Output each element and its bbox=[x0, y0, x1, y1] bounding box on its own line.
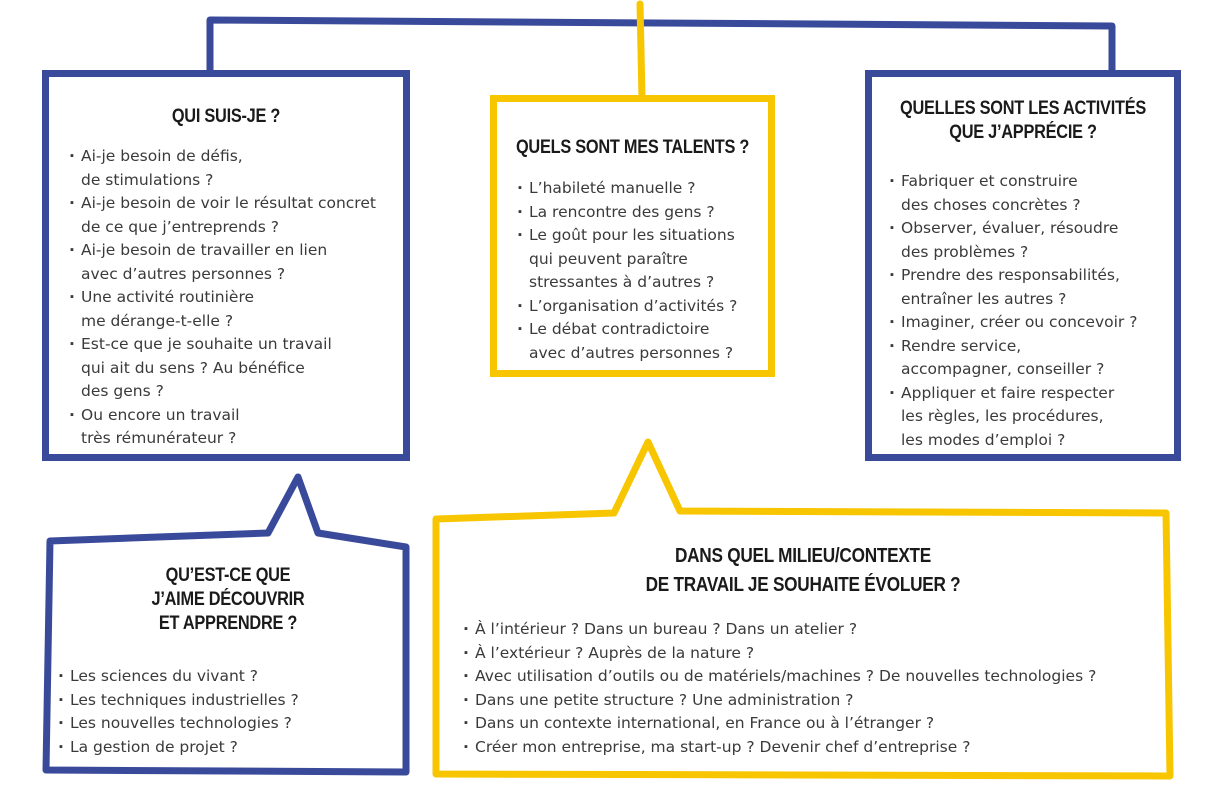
milieu-item: · Dans un contexte international, en France ou à l’étranger ? bbox=[463, 712, 1153, 736]
qui-item: · Est-ce que je souhaite un travail qui ait du sens ? Au bénéfice des gens ? bbox=[69, 333, 399, 404]
talents-list bbox=[517, 177, 772, 365]
decouvrir-title-line2: J’AIME DÉCOUVRIR bbox=[151, 589, 305, 610]
decouvrir-title-line3: ET APPRENDRE ? bbox=[158, 613, 298, 634]
milieu-item: · À l’extérieur ? Auprès de la nature ? bbox=[463, 642, 1153, 666]
qui-suis-je-list bbox=[69, 145, 399, 451]
milieu-item: · À l’intérieur ? Dans un bureau ? Dans un atelier ? bbox=[463, 618, 1153, 642]
talents-item: · La rencontre des gens ? bbox=[517, 201, 772, 225]
milieu-title-line1: DANS QUEL MILIEU/CONTEXTE bbox=[674, 545, 932, 567]
decouvrir-title bbox=[52, 564, 404, 636]
milieu-list bbox=[463, 618, 1153, 759]
decouvrir-item: · La gestion de projet ? bbox=[58, 736, 388, 760]
talents-item: · L’habileté manuelle ? bbox=[517, 177, 772, 201]
activites-item: · Rendre service, accompagner, conseiller ? bbox=[889, 335, 1174, 382]
qui-item: · Ou encore un travail très rémunérateur ? bbox=[69, 404, 399, 451]
activites-item: · Fabriquer et construire des choses concrètes ? bbox=[889, 170, 1174, 217]
activites-box bbox=[865, 70, 1181, 461]
talents-item: · Le débat contradictoire avec d’autres personnes ? bbox=[517, 318, 772, 365]
talents-item: · Le goût pour les situations qui peuvent paraître stressantes à d’autres ? bbox=[517, 224, 772, 295]
qui-item: · Ai-je besoin de voir le résultat concret de ce que j’entreprends ? bbox=[69, 192, 399, 239]
milieu-box bbox=[445, 525, 1161, 769]
talents-title: QUELS SONT MES TALENTS ? bbox=[515, 137, 750, 158]
milieu-item: · Avec utilisation d’outils ou de matériels/machines ? De nouvelles technologies ? bbox=[463, 665, 1153, 689]
milieu-title bbox=[445, 542, 1161, 600]
blue-connector-line bbox=[210, 20, 1112, 76]
activites-list bbox=[889, 170, 1174, 452]
milieu-item: · Créer mon entreprise, ma start-up ? Devenir chef d’entreprise ? bbox=[463, 736, 1153, 760]
talents-item: · L’organisation d’activités ? bbox=[517, 295, 772, 319]
qui-item: · Ai-je besoin de défis, de stimulations ? bbox=[69, 145, 399, 192]
milieu-item: · Dans une petite structure ? Une administration ? bbox=[463, 689, 1153, 713]
activites-item: · Imaginer, créer ou concevoir ? bbox=[889, 311, 1174, 335]
decouvrir-box bbox=[52, 548, 404, 770]
decouvrir-list bbox=[58, 665, 388, 759]
talents-box bbox=[490, 95, 775, 377]
qui-suis-je-box bbox=[42, 70, 410, 461]
activites-title-line1: QUELLES SONT LES ACTIVITÉS bbox=[900, 98, 1146, 119]
activites-item: · Observer, évaluer, résoudre des problèmes ? bbox=[889, 217, 1174, 264]
activites-title-line2: QUE J’APPRÉCIE ? bbox=[949, 122, 1097, 143]
qui-item: · Une activité routinière me dérange-t-elle ? bbox=[69, 286, 399, 333]
decouvrir-title-line1: QU’EST-CE QUE bbox=[165, 565, 291, 586]
yellow-connector-line bbox=[640, 4, 642, 98]
activites-title bbox=[872, 97, 1174, 145]
activites-item: · Appliquer et faire respecter les règles, les procédures, les modes d’emploi ? bbox=[889, 382, 1174, 453]
qui-suis-je-title: QUI SUIS-JE ? bbox=[171, 106, 281, 127]
decouvrir-item: · Les techniques industrielles ? bbox=[58, 689, 388, 713]
qui-item: · Ai-je besoin de travailler en lien avec d’autres personnes ? bbox=[69, 239, 399, 286]
milieu-title-line2: DE TRAVAIL JE SOUHAITE ÉVOLUER ? bbox=[645, 574, 961, 596]
decouvrir-item: · Les sciences du vivant ? bbox=[58, 665, 388, 689]
decouvrir-item: · Les nouvelles technologies ? bbox=[58, 712, 388, 736]
activites-item: · Prendre des responsabilités, entraîner les autres ? bbox=[889, 264, 1174, 311]
